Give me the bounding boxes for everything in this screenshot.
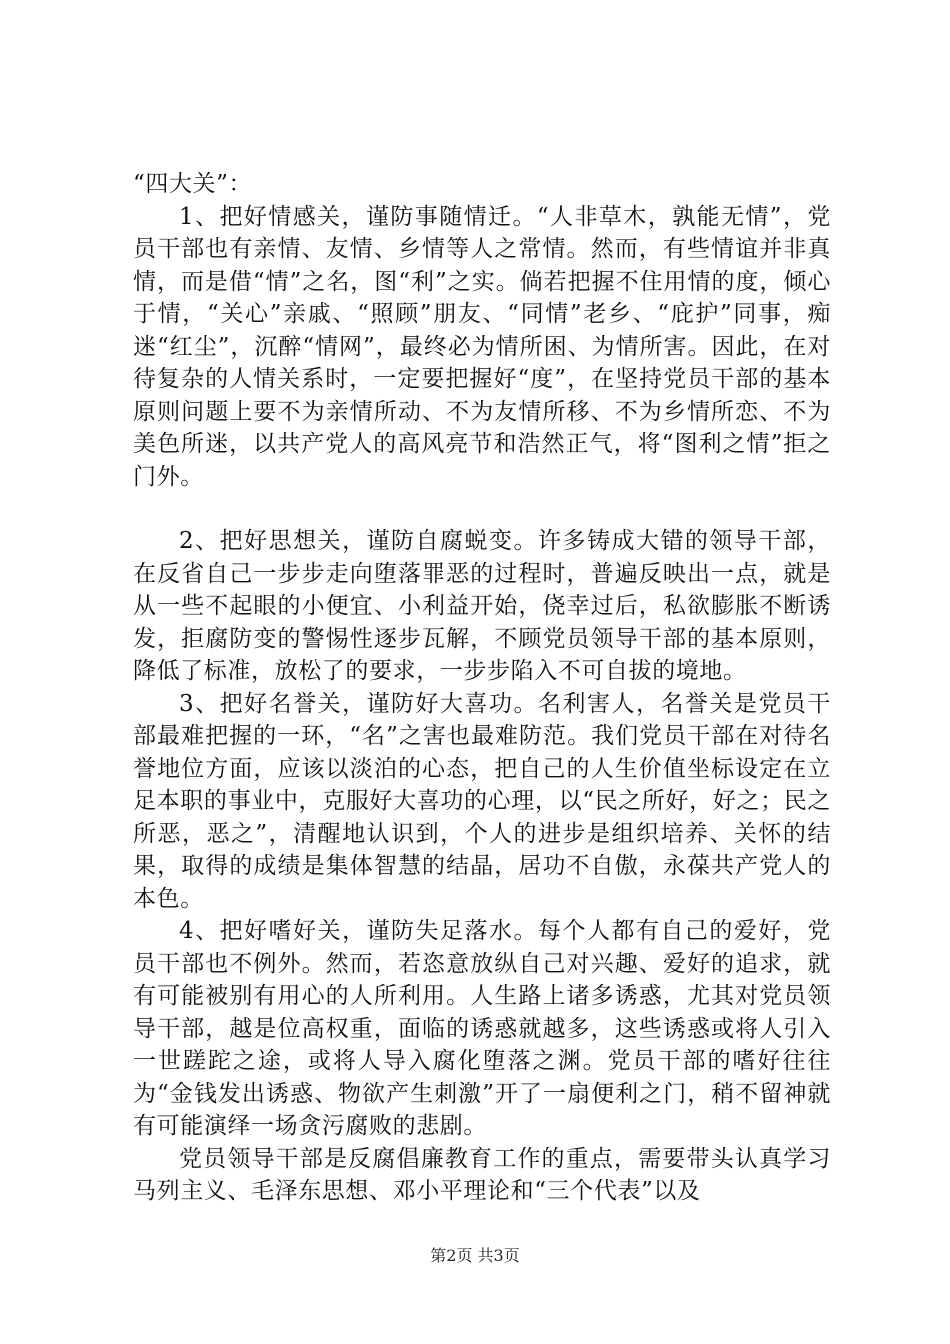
paragraph-hobby-gate: 4、把好嗜好关，谨防失足落水。每个人都有自己的爱好，党员干部也不例外。然而，若恣意放纵自己对兴趣、爱好的追求，就有可能被别有用心的人所利用。人生路上诸多诱惑，尤其对党员领导干部，越是位高权重，面临的诱惑就越多，这些诱惑或将人引入一世蹉跎之途，或将人导入腐化堕落之渊。党员干部的嗜好往往为“金钱发出诱惑、物欲产生刺激”开了一扇便利之门，稍不留神就有可能演绎一场贪污腐败的悲剧。 [133,918,831,1139]
paragraph-conclusion: 党员领导干部是反腐倡廉教育工作的重点，需要带头认真学习马列主义、毛泽东思想、邓小平理论和“三个代表”以及 [133,1145,831,1204]
document-body [133,168,831,1208]
paragraph-thought-gate: 2、把好思想关，谨防自腐蜕变。许多铸成大错的领导干部，在反省自己一步步走向堕落罪恶的过程时，普遍反映出一点，就是从一些不起眼的小便宜、小利益开始，侥幸过后，私欲膨胀不断诱发，拒腐防变的警惕性逐步瓦解，不顾党员领导干部的基本原则，降低了标准，放松了的要求，一步步陷入不可自拔的境地。 [133,528,831,684]
intro-line: “四大关”： [133,171,253,197]
paragraph-emotion-gate: 1、把好情感关，谨防事随情迁。“人非草木，孰能无情”，党员干部也有亲情、友情、乡情等人之常情。然而，有些情谊并非真情，而是借“情”之名，图“利”之实。倘若把握不住用情的度，倾心于情，“关心”亲戚、“照顾”朋友、“同情”老乡、“庇护”同事，痴迷“红尘”，沉醉“情网”，最终必为情所困、为情所害。因此，在对待复杂的人情关系时，一定要把握好“度”，在坚持党员干部的基本原则问题上要不为亲情所动、不为友情所移、不为乡情所恋、不为美色所迷，以共产党人的高风亮节和浩然正气，将“图利之情”拒之门外。 [133,203,831,490]
paragraph-reputation-gate: 3、把好名誉关，谨防好大喜功。名利害人，名誉关是党员干部最难把握的一环，“名”之害也最难防范。我们党员干部在对待名誉地位方面，应该以淡泊的心态，把自己的人生价值坐标设定在立足本职的事业中，克服好大喜功的心理，以“民之所好，好之；民之所恶，恶之”，清醒地认识到，个人的进步是组织培养、关怀的结果，取得的成绩是集体智慧的结晶，居功不自傲，永葆共产党人的本色。 [133,690,831,912]
page-number-footer: 第2页 共3页 [430,1246,520,1265]
